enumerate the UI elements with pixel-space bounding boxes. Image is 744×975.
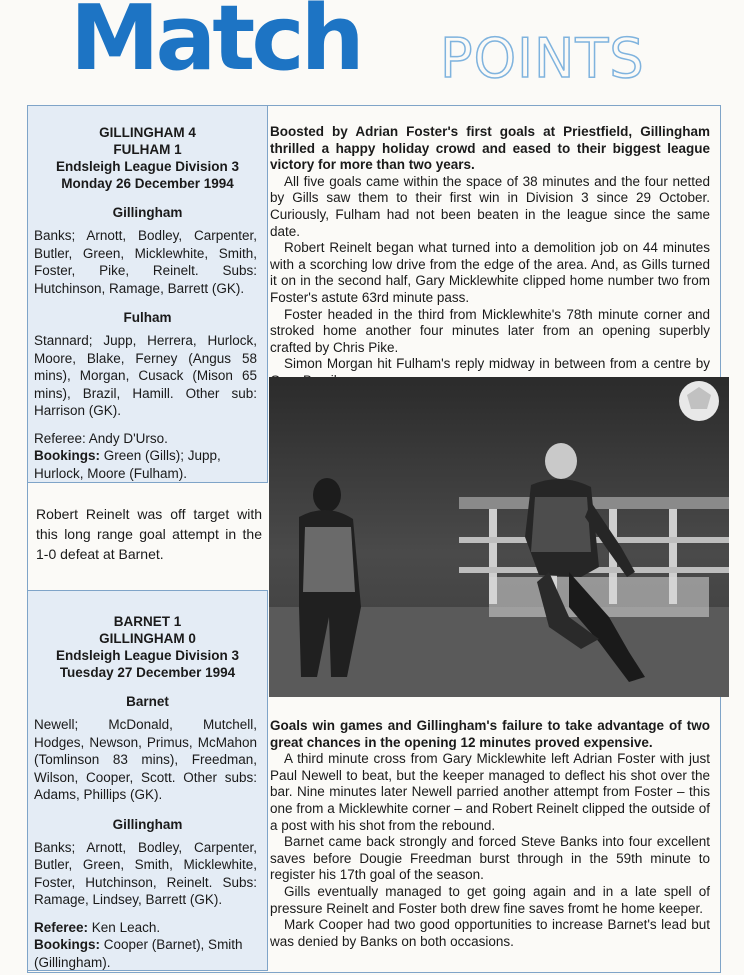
- match2-score-home: BARNET 1: [113, 614, 182, 629]
- match-photo-illustration: [269, 377, 729, 697]
- match-photo: [269, 377, 729, 697]
- match2-report-paragraph: A third minute cross from Gary Micklewhite left Adrian Foster with just Paul Newell to beat, but the keeper managed to deflect his shot over the bar. Nine minutes later Newell parried another attempt from Foster – this one from a Micklewhite corner – and Robert Reinelt clipped the outside of a post with his shot from the rebound.: [270, 751, 710, 833]
- match2-home-team: Barnet: [126, 694, 169, 709]
- match1-bookings: Green (Gills); Jupp, Hurlock, Moore (Fulham).: [34, 448, 221, 481]
- match1-date: Monday 26 December 1994: [61, 176, 234, 191]
- match1-report-paragraph: Simon Morgan hit Fulham's reply midway in between from a centre by: [284, 356, 710, 372]
- match2-score-away: GILLINGHAM 0: [99, 631, 196, 646]
- match1-away-team: Fulham: [123, 310, 172, 325]
- match1-report-paragraph: Foster headed in the third from Micklewhite's 78th minute corner and stroked home another four minutes later from an opening superbly crafted by Chris Pike.: [270, 306, 710, 355]
- match1-referee-label: Referee:: [34, 430, 86, 446]
- match2-report-paragraph: Gills eventually managed to get going again and in a late spell of pressure Reinelt and Foster both drew fine saves fromt he home keeper.: [270, 883, 710, 916]
- match2-away-lineup: Banks; Arnott, Bodley, Carpenter, Butler, Green, Smith, Micklewhite, Foster, Hutchinson, Reinelt. Subs: Ramage, Lindsey, Barrett (GK).: [34, 839, 257, 907]
- match1-away-lineup: Stannard; Jupp, Herrera, Hurlock, Moore, Blake, Ferney (Angus 58 mins), Morgan, Cusack (Mison 65 mins), Brazil, Hamill. Other sub: Harrison (GK).: [34, 333, 257, 418]
- match2-referee: Ken Leach.: [91, 919, 161, 935]
- match1-report-paragraph: Robert Reinelt began what turned into a demolition job on 44 minutes with a scorching low drive from the edge of the area. And, as Gills turned it on in the second half, Gary Micklewhite clipped home number two from Foster's astute 63rd minute pass.: [270, 240, 710, 305]
- match2-away-team: Gillingham: [112, 816, 183, 832]
- match2-referee-line: [34, 919, 257, 937]
- match1-report-paragraph: All five goals came within the space of 38 minutes and the four netted by Gills saw them to their first win in Division 3 since 29 October. Curiously, Fulham had not been beaten in the league since the same date.: [270, 173, 710, 239]
- match1-score-away: FULHAM 1: [113, 142, 182, 157]
- match1-bookings-line: [34, 447, 257, 482]
- masthead-title: Match: [70, 0, 361, 91]
- match2-details-box: [27, 590, 268, 971]
- match1-score-home: GILLINGHAM 4: [99, 125, 196, 140]
- match1-competition: Endsleigh League Division 3: [55, 159, 240, 174]
- photo-caption: Robert Reinelt was off target with this long range goal attempt in the 1-0 defeat at Barnet.: [36, 506, 262, 562]
- match2-competition: Endsleigh League Division 3: [55, 648, 240, 663]
- match2-bookings-label: Bookings:: [34, 937, 100, 952]
- match1-home-team: Gillingham: [112, 205, 183, 220]
- masthead: [0, 0, 744, 100]
- match2-report-paragraph: Mark Cooper had two good opportunities to increase Barnet's lead but was denied by Banks on both occasions.: [270, 917, 710, 949]
- match2-referee-label: Referee:: [34, 919, 89, 935]
- match1-report: [270, 124, 710, 390]
- match2-bookings-line: [34, 936, 257, 971]
- match2-report-lead: Goals win games and Gillingham's failure to take advantage of two great chances in the opening 12 minutes proved expensive.: [270, 718, 710, 750]
- match2-bookings: Cooper (Barnet), Smith (Gillingham).: [34, 937, 243, 970]
- match2-date: Tuesday 27 December 1994: [59, 665, 236, 680]
- match2-home-lineup: Newell; McDonald, Mutchell, Hodges, Newson, Primus, McMahon (Tomlinson 83 mins), Freedman, Wilson, Cooper, Scott. Other subs: Adams, Phillips (GK).: [34, 717, 257, 802]
- match1-referee-line: [34, 430, 257, 448]
- match1-referee: Andy D'Urso.: [88, 430, 168, 446]
- match2-report: [270, 718, 710, 950]
- masthead-subtitle: POINTS: [440, 27, 645, 90]
- match1-details-box: [27, 105, 268, 483]
- match2-report-paragraph: Barnet came back strongly and forced Steve Banks into four excellent saves before Dougie Freedman burst through in the 59th minute to register his 17th goal of the season.: [270, 834, 710, 883]
- match1-home-lineup: Banks; Arnott, Bodley, Carpenter, Butler, Green, Micklewhite, Smith, Foster, Pike, Reinelt. Subs: Hutchinson, Ramage, Barrett (GK).: [34, 228, 257, 296]
- match1-report-lead: Boosted by Adrian Foster's first goals at Priestfield, Gillingham thrilled a happy holiday crowd and eased to their biggest league victory for more than two years.: [270, 124, 710, 173]
- match1-bookings-label: Bookings:: [34, 448, 100, 463]
